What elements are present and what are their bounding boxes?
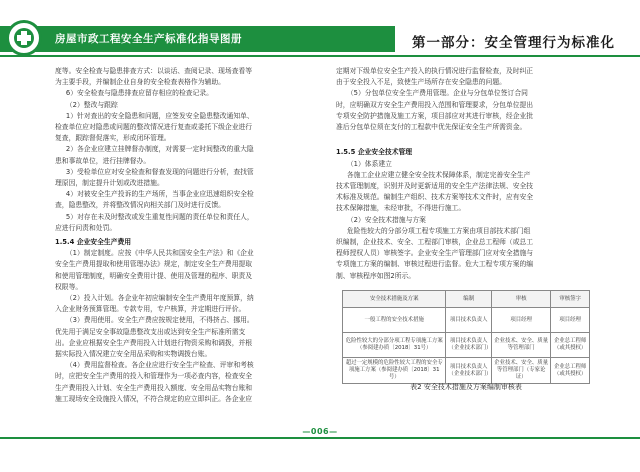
table-header-cell: 审核 — [491, 291, 550, 308]
book-title: 房屋市政工程安全生产标准化指导图册 — [55, 33, 242, 45]
blank-line — [336, 133, 591, 144]
left-text-column — [55, 66, 310, 405]
text-line: （1）制定制度。应按《中华人民共和国安全生产法》和《企业 — [65, 249, 254, 258]
text-line: 时，应明确双方安全生产费用投入范围和管理要求，分包单位提出 — [336, 100, 534, 109]
table-cell: 项目经理 — [491, 308, 550, 333]
section-heading: 1.5.5 企业安全技术管理 — [336, 148, 413, 157]
text-line: 技术保障措施，未经审批，不得进行施工。 — [336, 204, 466, 213]
text-line: 2）各企业应建立挂牌督办制度，对需要一定时间整改的重大隐 — [65, 145, 254, 154]
text-line: （3）费用使用。安全生产费应按规定使用，不得挤占、挪用。 — [65, 316, 254, 325]
text-line: 应进行问责和处罚。 — [55, 223, 117, 232]
text-line: 专项施工方案的编制、审核过程进行监督。危大工程专项方案的编 — [336, 260, 534, 269]
text-line: 理原因，制定提升计划或改进措施。 — [55, 179, 164, 188]
text-line: 入企业财务预算管理。专款专用，专户核算，并定期进行评价。 — [55, 305, 246, 314]
text-line: 出。企业应根据安全生产费用投入计划进行物资采购和调拨，并根 — [55, 338, 253, 347]
table-row — [343, 308, 590, 333]
text-line: 制、审核程序如图2所示。 — [336, 271, 416, 280]
table-cell: 项目技术负责人（企业技术部门） — [446, 358, 492, 384]
table-cell: 项目经理 — [551, 308, 590, 333]
text-line: 5）对存在未及时整改或发生重复性问题的责任单位和责任人， — [65, 212, 254, 221]
text-line: （2）安全技术措施与方案 — [346, 215, 426, 224]
text-line: 1）针对查出的安全隐患和问题，应签发安全隐患整改通知单、 — [65, 111, 254, 120]
text-line: 定期对下级单位安全生产投入的执行情况进行监督检查，及时纠正 — [336, 67, 534, 75]
text-line: （2）整改与跟踪 — [65, 100, 118, 109]
text-line: 度等。安全检查与隐患排查方式：以谈话、查阅记录、现场查看等 — [55, 67, 253, 75]
safety-cross-logo-icon — [6, 20, 42, 56]
text-line: 织编制，企业技术、安全、工程部门审核，企业总工程师（或总工 — [336, 238, 534, 247]
text-line: 为主要手段，并编制企业自身的安全检查表格作为辅助。 — [55, 78, 225, 87]
text-line: 患和事故单位，进行挂牌督办。 — [55, 156, 151, 165]
text-line: 权限等。 — [55, 282, 83, 291]
table-row — [343, 358, 590, 384]
text-line: 检查单位应对隐患或问题的整改情况进行复查或委托下级企业进行 — [55, 123, 253, 132]
approval-table — [342, 290, 590, 384]
table-cell: 企业技术、安全、质量等管理部门（专家论证） — [491, 358, 550, 384]
table-caption: 表2 安全技术措施及方案编制审核表 — [410, 383, 522, 391]
page-header — [0, 0, 640, 58]
text-line: 施工现场安全设施投入情况，不符合规定的应立即纠正。各企业应 — [55, 394, 253, 403]
text-line: 4）对被安全生产投诉的生产场所，当事企业应迅速组织安全检 — [65, 190, 254, 199]
table-cell: 企业技术、安全、质量等管理部门 — [491, 333, 550, 358]
table-header-cell: 审核签字 — [551, 291, 590, 308]
text-line: （5）分包单位安全生产费用管理。企业与分包单位签订合同 — [346, 89, 528, 98]
text-line: 复查，跟踪督促落实，形成闭环管理。 — [55, 134, 171, 143]
text-line: 准后分包单位须在支付的工程款中优先保证安全生产所需资金。 — [336, 123, 527, 132]
table-cell: 企业总工程师（或其授权） — [551, 358, 590, 384]
text-line: 3）受检单位应对安全检查和督查发现的问题进行分析，查找管 — [65, 167, 254, 176]
table-cell: 项目技术负责人（企业技术部门） — [446, 333, 492, 358]
footer-divider — [0, 437, 640, 439]
header-divider — [0, 55, 640, 57]
table-header-cell: 编制 — [446, 291, 492, 308]
text-line: 安全生产费用提取和使用管理办法》规定，制定安全生产费用提取 — [55, 260, 253, 269]
section-heading: 1.5.4 企业安全生产费用 — [55, 238, 132, 247]
text-line: 各施工企业应建立健全安全技术保障体系，制定完善安全生产 — [346, 170, 531, 179]
table-cell: 企业总工程师（或其授权） — [551, 333, 590, 358]
text-line: （1）体系建立 — [346, 159, 392, 168]
right-text-column — [336, 66, 591, 282]
text-line: 优先用于满足安全事故隐患整改支出或达到安全生产标准所需支 — [55, 327, 246, 336]
table-cell: 超过一定规模的危险性较大工程的安全专项施工方案（参阅建办质〔2018〕31号） — [343, 358, 446, 384]
table-cell: 危险性较大的分部分项工程专项施工方案（参阅建办质〔2018〕31号） — [343, 333, 446, 358]
part-title: 第一部分：安全管理行为标准化 — [412, 35, 615, 51]
text-line: 查，隐患整改，并将整改情况向相关部门及时进行反馈。 — [55, 201, 225, 210]
text-line: 和使用管理制度，明确安全费用计提、使用及管理的程序、职责及 — [55, 271, 253, 280]
text-line: 时，应把安全生产费用的投入和管理作为一项必查内容，检查安全 — [55, 372, 253, 381]
text-line: 专项安全防护措施及施工方案，项目部应对其进行审核，经企业批 — [336, 111, 534, 120]
text-line: 6）安全检查与隐患排查应留存相应的检查记录。 — [65, 89, 213, 98]
text-line: 据实际投入情况建立安全用品采购和实物调拨台账。 — [55, 350, 212, 359]
text-line: （2）投入计划。各企业年初应编制安全生产费用年度预算，纳 — [65, 294, 254, 303]
text-line: 程师授权人员）审核签字。企业安全生产管理部门应对安全措施与 — [336, 249, 534, 258]
table-cell: 一般工程的安全技术措施 — [343, 308, 446, 333]
table-row — [343, 333, 590, 358]
text-line: （4）费用监督检查。各企业应进行安全生产检查、评审和考核 — [65, 361, 254, 370]
text-line: 由于安全投入不足，致使生产场所存在安全隐患的问题。 — [336, 78, 506, 87]
text-line: 危险性较大的分部分项工程专项施工方案由项目部技术部门组 — [346, 226, 531, 235]
text-line: 技术管理制度，识别并及时更新适用的安全生产法律法规、安全技 — [336, 182, 534, 191]
table-header-row — [343, 291, 590, 308]
page-number: —006— — [302, 427, 338, 436]
table-cell: 项目技术负责人 — [446, 308, 492, 333]
text-line: 术标准及规范。编制生产组织、技术方案等技术文件时，应有安全 — [336, 193, 534, 202]
table-header-cell: 安全技术措施及方案 — [343, 291, 446, 308]
text-line: 生产费用投入计划、安全生产费用投入额度、安全用品实物台账和 — [55, 383, 253, 392]
